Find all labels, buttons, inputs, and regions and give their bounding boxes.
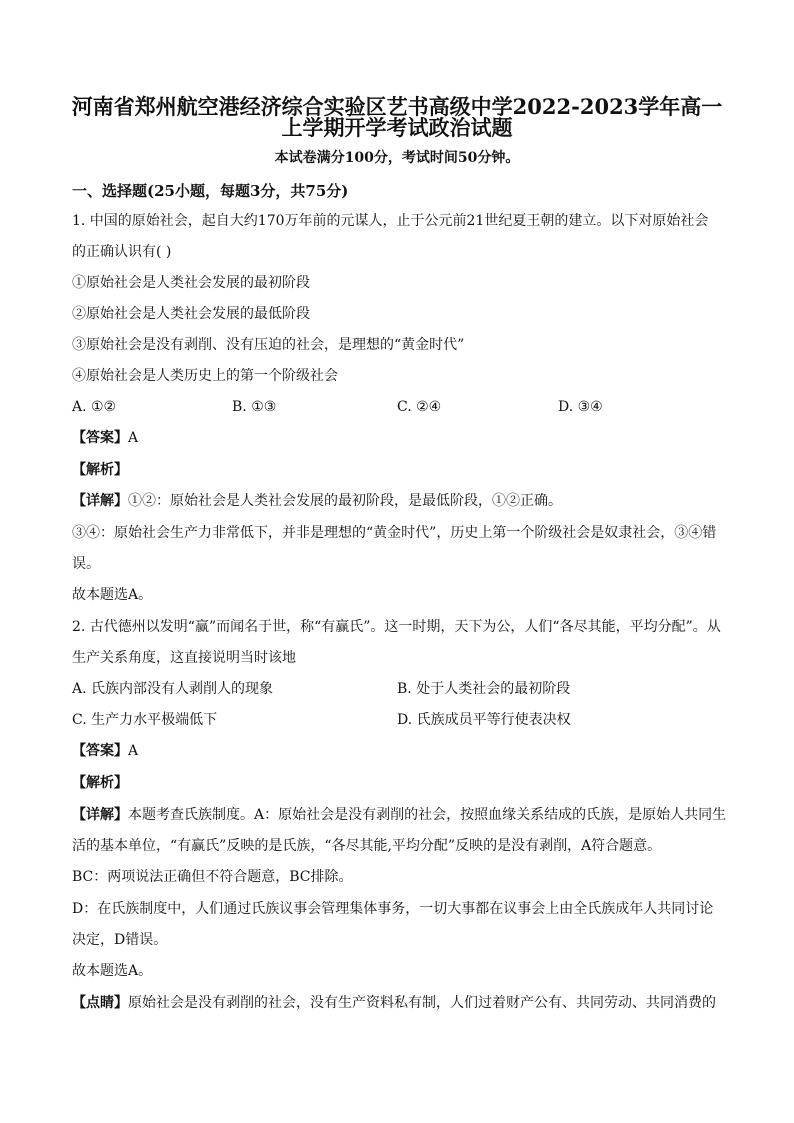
q1-option-a: A. ①② <box>72 399 117 415</box>
detail-text: ①②：原始社会是人类社会发展的最初阶段，是最低阶段，①②正确。 <box>128 493 562 509</box>
q2-option-d: D. 氏族成员平等行使表决权 <box>397 712 571 728</box>
detail-tag: 【详解】 <box>72 807 128 823</box>
q2-conclusion: 故本题选A。 <box>72 963 153 979</box>
point-text: 原始社会是没有剥削的社会，没有生产资料私有制，人们过着财产公有、共同劳动、共同消费的 <box>128 995 716 1011</box>
analysis-tag: 【解析】 <box>72 462 128 478</box>
q1-detail-line-3: 误。 <box>72 556 100 572</box>
q2-detail-line-3: BC：两项说法正确但不符合题意，BC排除。 <box>72 869 353 885</box>
detail-text: 本题考查氏族制度。A：原始社会是没有剥削的社会，按照血缘关系结成的氏族，是原始人共同生 <box>128 807 727 823</box>
q1-option-c: C. ②④ <box>397 399 442 415</box>
q1-stem-line-2: 的正确认识有( ) <box>72 244 172 260</box>
q2-option-b: B. 处于人类社会的最初阶段 <box>397 681 571 697</box>
detail-tag: 【详解】 <box>72 493 128 509</box>
q2-answer <box>72 741 734 761</box>
q2-detail-line-4: D：在氏族制度中，人们通过氏族议事会管理集体事务，一切大事都在议事会上由全氏族成年人共同讨论 <box>72 901 714 917</box>
q2-analysis-heading <box>72 773 734 793</box>
q2-stem-line-2: 生产关系角度，这直接说明当时该地 <box>72 650 296 666</box>
q1-statement-2: ②原始社会是人类社会发展的最低阶段 <box>72 306 310 322</box>
section-heading: 一、选择题(25小题，每题3分，共75分) <box>72 182 349 200</box>
q2-detail-line-2: 活的基本单位，“有赢氏”反映的是氏族，“各尽其能,平均分配”反映的是没有剥削，A符合题意。 <box>72 838 662 854</box>
answer-value: A <box>128 743 139 759</box>
q1-detail-line-2: ③④：原始社会生产力非常低下，并非是理想的“黄金时代”，历史上第一个阶级社会是奴隶社会，③④错 <box>72 525 717 541</box>
q1-statement-1: ①原始社会是人类社会发展的最初阶段 <box>72 275 310 291</box>
answer-tag: 【答案】 <box>72 743 128 759</box>
point-tag: 【点睛】 <box>72 995 128 1011</box>
q1-statement-3: ③原始社会是没有剥削、没有压迫的社会，是理想的“黄金时代” <box>72 337 465 353</box>
q2-option-c: C. 生产力水平极端低下 <box>72 712 218 728</box>
q2-option-a: A. 氏族内部没有人剥削人的现象 <box>72 681 274 697</box>
exam-info: 本试卷满分100分，考试时间50分钟。 <box>274 150 520 166</box>
q1-option-d: D. ③④ <box>558 399 603 415</box>
analysis-tag: 【解析】 <box>72 775 128 791</box>
answer-value: A <box>128 430 139 446</box>
q1-answer <box>72 428 734 448</box>
q1-detail-line-1 <box>72 491 734 511</box>
q1-conclusion: 故本题选A。 <box>72 587 153 603</box>
page-title-line-1: 河南省郑州航空港经济综合实验区艺书高级中学2022-2023学年高一 <box>71 94 723 119</box>
q2-point-line-1 <box>72 993 734 1013</box>
answer-tag: 【答案】 <box>72 430 128 446</box>
q2-detail-line-1 <box>72 805 734 825</box>
q1-statement-4: ④原始社会是人类历史上的第一个阶级社会 <box>72 368 338 384</box>
q1-option-b: B. ①③ <box>232 399 277 415</box>
q2-stem-line-1: 2. 古代德州以发明“赢”而闻名于世，称“有赢氏”。这一时期，天下为公，人们“各尽其能，平均分配”。从 <box>72 619 721 635</box>
q1-stem-line-1: 1. 中国的原始社会，起自大约170万年前的元谋人，止于公元前21世纪夏王朝的建立。以下对原始社会 <box>72 213 709 229</box>
page-title-line-2: 上学期开学考试政治试题 <box>281 115 513 140</box>
q2-detail-line-5: 决定，D错误。 <box>72 932 168 948</box>
q1-analysis-heading <box>72 460 734 480</box>
